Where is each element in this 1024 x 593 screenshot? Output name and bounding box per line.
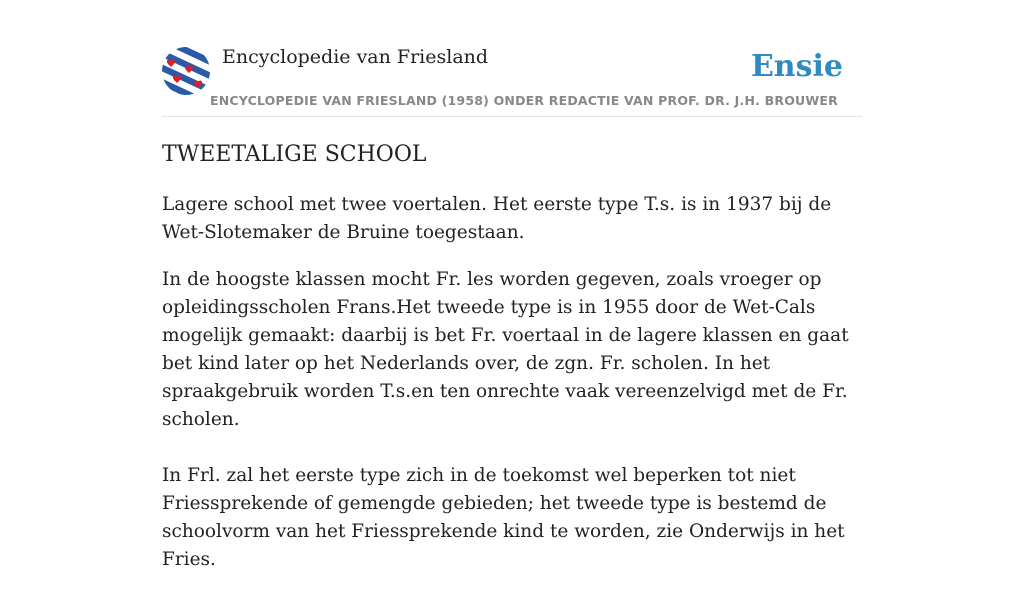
entry-paragraph: In Frl. zal het eerste type zich in de toekomst wel beperken tot niet Friessprekende of gemengde gebieden; het tweede type is bestemd de schoolvorm van het Friessprekende kind te worden, zie Onderwijs in het Fries.	[162, 465, 845, 570]
entry-content	[162, 140, 862, 593]
source-title[interactable]: Encyclopedie van Friesland	[222, 46, 489, 68]
entry-title: TWEETALIGE SCHOOL	[162, 142, 427, 167]
entry-paragraph: In de hoogste klassen mocht Fr. les worden gegeven, zoals vroeger op opleidingsscholen Frans.Het tweede type is in 1955 door de Wet-Cals mogelijk gemaakt: daarbij is bet Fr. voertaal in de lagere klassen en gaat bet kind later op het Nederlands over, de zgn. Fr. scholen. In het spraakgebruik worden T.s.en ten onrechte vaak vereenzelvigd met de Fr. scholen.	[162, 269, 849, 430]
brand-logo[interactable]: Ensie	[750, 49, 843, 84]
source-header	[162, 44, 862, 117]
frisian-flag-icon[interactable]	[162, 47, 210, 95]
entry-paragraph: Lagere school met twee voertalen. Het eerste type T.s. is in 1937 bij de Wet-Slotemaker de Bruine toegestaan.	[162, 194, 832, 243]
source-subtitle: ENCYCLOPEDIE VAN FRIESLAND (1958) ONDER REDACTIE VAN PROF. DR. J.H. BROUWER	[210, 93, 838, 108]
